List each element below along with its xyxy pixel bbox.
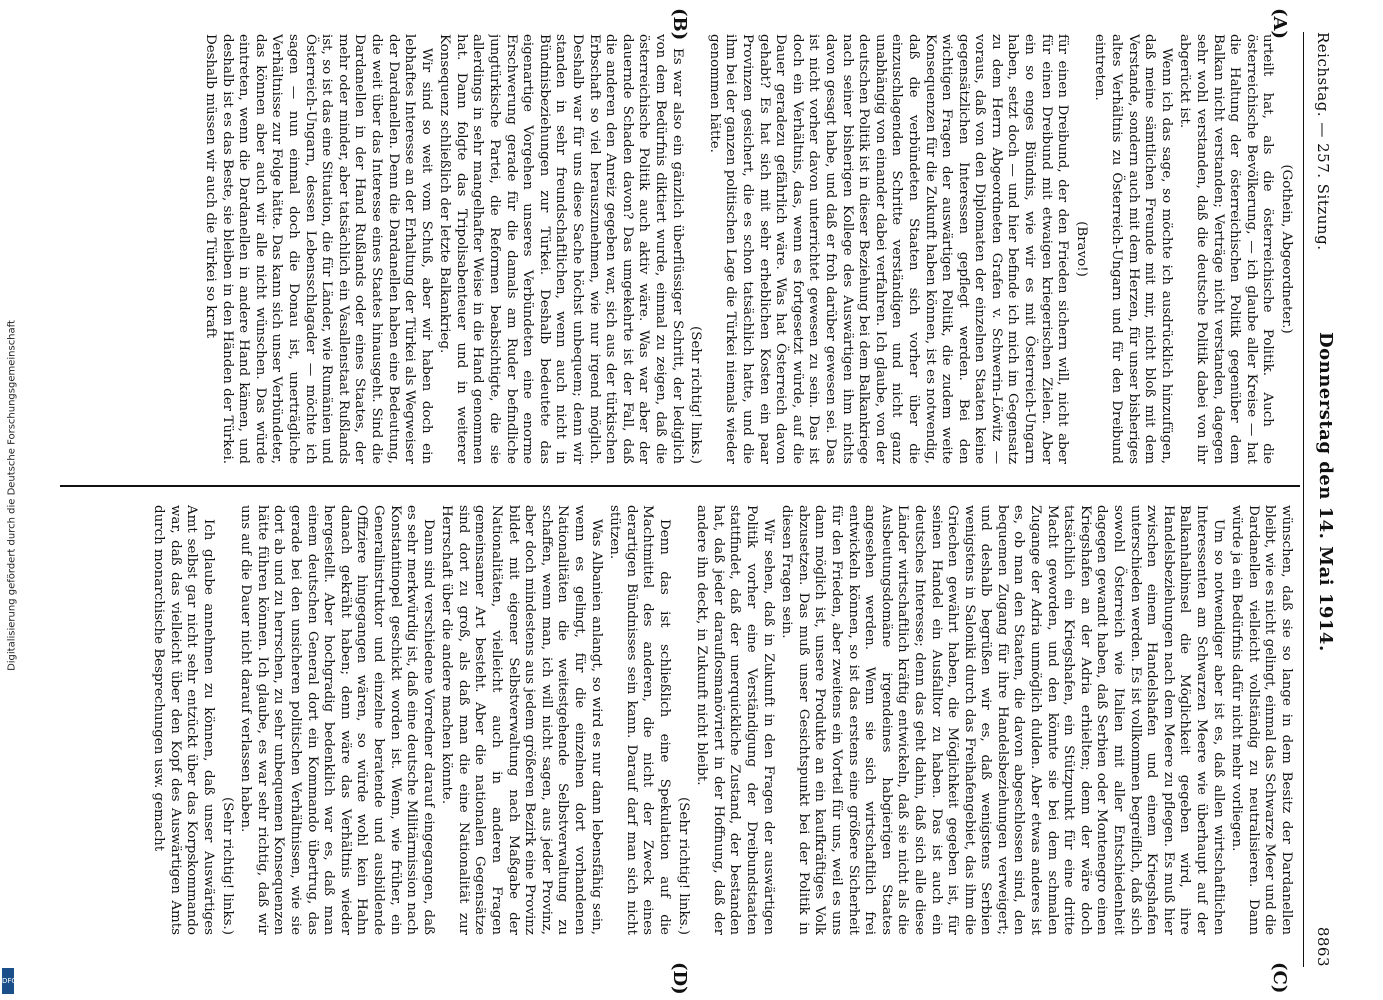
- margin-marker-b: (B): [669, 8, 690, 41]
- paragraph: Um so notwendiger aber ist es, daß allen wirtschaftlichen Interessenten am Schwarzen Meere wie überhaupt auf der Balkanhalbinsel die Möglichkeit gegeben wird, ihre Handelsbeziehungen nach dem Meere zu pflegen. Es muß hier zwischen einem Handelshafen und einem Kriegshafen unterschieden werden. Es ist vollkommen begreiflich, daß sich sowohl Österreich wie Italien mit aller Entschiedenheit dagegen gewandt haben, daß Serbien oder Montenegro einen Kriegshafen an der Adria erhielten; denn der wäre doch tatsächlich ein Kriegshafen, ein Stützpunkt für eine dritte Macht geworden, und den könnte sie bei dem schmalen Zugange der Adria unmöglich dulden. Aber etwas anderes ist es, ob man den Staaten, die davon abgeschlossen sind, den bequemen Zugang für ihre Handelsbeziehungen verweigert; und deshalb begrüßen wir es, daß wenigstens Serbien wenigstens in Saloniki durch das Freihafengebiet, das ihm die Griechen gewährt haben, die Möglichkeit gegeben ist, für seinen Handel ein Ausfalltor zu haben. Das ist auch ein deutsches Interesse; denn das geht dahin, daß sich alle diese Länder wirtschaftlich kräftig entwickeln, daß sie nicht als die Ausbeutungsdomäne irgendeines habgierigen Staates angesehen werden. Wenn sie sich wirtschaftlich frei entwickeln können, so ist das erstens eine größere Sicherheit für den Frieden, aber zweitens ein Vorteil für uns, weil es uns dann möglich ist, unsere Produkte an ein kaufkräftiges Volk abzusetzen. Das muß unser Gesichtspunkt bei der Politik in diesen Fragen sein.: [779, 505, 1226, 935]
- margin-marker-c: (C): [1269, 962, 1290, 994]
- right-column: [64, 505, 1294, 935]
- digitization-notice-text: Digitalisierung gefördert durch die Deutsche Forschungsgemeinschaft: [6, 320, 18, 671]
- paragraph: Was Albanien anlangt, so wird es nur dann lebensfähig sein, wenn es gelingt, für die einzelnen dort vorhandenen Nationalitäten die weitestgehende Selbstverwaltung zu schaffen, wenn man, ich will nicht sagen, aus jeder Provinz, aber doch mindestens aus jedem größeren Bezirk eine Provinz bildet mit eigener Selbstverwaltung nach Maßgabe der Nationalitäten, vielleicht auch in anderen Fragen gemeinsamer Art besteht. Aber die nationalen Gegensätze sind dort zu groß, als daß man die eine Nationalität zur Herrschaft über die andere machen könnte.: [439, 505, 604, 935]
- header-rule: [1303, 32, 1304, 967]
- paragraph: Dann sind verschiedene Vorredner darauf eingegangen, daß es sehr merkwürdig ist, daß eine deutsche Militärmission nach Konstantinopel geschickt worden ist. Wenn, wie früher, ein Generalinstruktor und einzelne beratende und ausbildende Offiziere hingegangen wären, so würde wohl kein Hahn danach gekräht haben; denn wäre das Verhältnis wieder hergestellt. Aber hochgradig bedenklich war es, daß man einem deutschen General dort ein Kommando übertrug, das gerade bei den unsicheren politischen Verhältnissen, wie sie dort ab und zu herrschen, zu sehr unbequemen Konsequenzen hätte führen können. Ich glaube, es war sehr richtig, daß wir uns auf die Dauer nicht darauf verlassen haben.: [238, 505, 436, 935]
- header-page-number: 8863: [1314, 926, 1332, 967]
- rotated-document: [40, 8, 1340, 995]
- paragraph: für einen Dreibund, der den Frieden sichern will, nicht aber für einen Dreibund mit etwaigen kriegerischen Zielen. Aber ein so enges Bündnis, wie wir es mit Österreich-Ungarn haben, setzt doch — und hier befinde ich mich im Gegensatz zu dem Herrn Abgeordneten Grafen v. Schwerin-Löwitz — voraus, daß von den Diplomaten der einzelnen Staaten keine gegensätzlichen Interessen gepflegt werden. Bei den wichtigen Fragen der auswärtigen Politik, die zudem weite Konsequenzen für die Zukunft haben können, ist es notwendig, daß die verbündeten Staaten sich vorher über die einzuschlagenden Schritte verständigen und nicht ganz unabhängig von einander dabei verfahren. Ich glaube, von der deutschen Politik ist in dieser Beziehung bei dem Balkankriege nach seiner bisherigen Kollege des Auswärtigen ihm nichts davon gesagt habe, und daß er froh darüber gewesen sei. Das ist nicht vorher davon unterrichtet gewesen zu sein. Das ist doch ein Verhältnis, das, wenn es fortgesetzt würde, auf die Dauer geradezu gefährlich wäre. Was hat Österreich davon gehabt? Es hat sich mit sehr erheblichen Kosten ein paar Provinzen gesichert, die es schon tatsächlich hatte, und die ihm bei der ganzen politischen Lage die Türkei niemals wieder genommen hätte.: [706, 34, 1071, 464]
- margin-marker-a: (A): [1269, 8, 1290, 39]
- margin-marker-d: (D): [669, 962, 690, 995]
- paragraph: Wir sind so weit vom Schuß, aber wir haben doch ein lebhaftes Interesse an der Erhaltung der Türkei als Wegweiser der Dardanellen. Denn die Dardanellen haben eine Bedeutung, die weit über das Interesse eines Staates hinausgeht. Sind die Dardanellen in der Hand Rußlands oder eines Staates, der mehr oder minder, aber tatsächlich ein Vasallenstaat Rußlands ist, so ist das eine Situation, die für Länder, wie Rumänien und Österreich-Ungarn, dessen Lebensschlagader — möchte ich sagen — nun einmal doch die Donau ist, unerträgliche Verhältnisse zur Folge hätte. Das kann sich unser Verbündeter, das können aber auch wir alle nicht wünschen. Das würde eintreten, wenn die Dardanellen in andere Hand kämen, und deshalb ist es das Beste, sie bleiben in den Händen der Türkei. Deshalb müssen wir auch die Türkei so kraft: [203, 34, 434, 464]
- paragraph: Ich glaube annehmen zu können, daß unser Auswärtiges Amt selbst gar nicht sehr entzückt über das Korpskommando war, daß das vielleicht über den Kopf des Auswärtigen Amts durch monarchische Besprechungen usw. gemacht: [151, 505, 216, 935]
- interjection: (Sehr richtig! links.): [219, 797, 235, 935]
- digitization-notice: [2, 20, 16, 980]
- interjection: (Bravo!): [1073, 221, 1089, 277]
- header-title: Reichstag. — 257. Sitzung.: [1314, 32, 1332, 251]
- speaker-line: (Gothein, Abgeordneter.): [1279, 164, 1294, 334]
- paragraph: Denn das ist schließlich eine Spekulation auf die Machtmittel des anderen, die nicht der Zweck eines derartigen Bündnisses sein kann. Darauf darf man sich nicht stützen.: [607, 505, 673, 935]
- paragraph: urteilt hat, als die österreichische Politik. Auch die österreichische Bevölkerung, — ich glaube aller Kreise — hat die Haltung der österreichischen Politik gegenüber dem Balkan nicht verstanden; Verträge nicht verstanden, dagegen sehr wohl verstanden, daß die deutsche Politik dabei von ihr abgerückt ist.: [1177, 34, 1276, 464]
- column-divider: [60, 485, 1300, 487]
- dfg-logo: DFG: [2, 968, 14, 994]
- interjection: (Sehr richtig! links.): [675, 797, 691, 935]
- page-header: [1306, 32, 1336, 967]
- paragraph: wünschen, daß sie so lange in dem Besitz der Dardanellen bleibt, wie es nicht gelingt, einmal das Schwarze Meer und die Dardanellen vielleicht vollständig zu neutralisieren. Dann würde ja ein Bedürfnis dafür nicht mehr vorliegen.: [1229, 505, 1294, 935]
- paragraph: Wenn ich das sage, so möchte ich ausdrücklich hinzufügen, daß meine sämtlichen Freunde mit mir, nicht bloß mit dem Verstande, sondern auch mit dem Herzen, für unser bisheriges altes Verhältnis zu Österreich-Ungarn und für den Dreibund eintreten.: [1092, 34, 1174, 464]
- paragraph: Wir sehen, daß in Zukunft in den Fragen der auswärtigen Politik vorher eine Verständigung der Dreibundstaaten stattfindet, daß der unerquickliche Zustand, der bestanden hat, daß jeder darauflosmanövriert in der Hoffnung, daß der andere ihn deckt, in Zukunft nicht bleibt.: [694, 505, 776, 935]
- paragraph: Es war also ein gänzlich überflüssiger Schritt, der lediglich von dem Bedürfnis diktiert wurde, einmal zu zeigen, daß die österreichische Politik auch aktiv wäre. Was war aber der dauernde Schaden davon? Das umgekehrte ist der Fall, daß die anderen den Anreiz gegeben war, sich aus der türkischen Erbschaft so viel herauszunehmen, wie nur irgend möglich. Deshalb war für uns diese Sache höchst unbequem; denn wir standen in sehr freundschaftlichen, wenn auch nicht in Bündnisbeziehungen zur Türkei. Deshalb bedeutete das eigenartige Vorgehen unseres Verbündeten eine enorme Erschwerung gerade für die damals am Ruder befindliche jungtürkische Partei, die Reformen beabsichtigte, die sie allerdings in sehr mangelhafter Weise in die Hand genommen hat. Dann folgte das Tripolisabenteuer und in weiterer Konsequenz schließlich der letzte Balkankrieg.: [437, 34, 685, 464]
- left-column: [64, 34, 1294, 464]
- header-date: Donnerstag den 14. Mai 1914.: [1315, 332, 1336, 652]
- interjection: (Sehr richtig! links.): [688, 326, 704, 464]
